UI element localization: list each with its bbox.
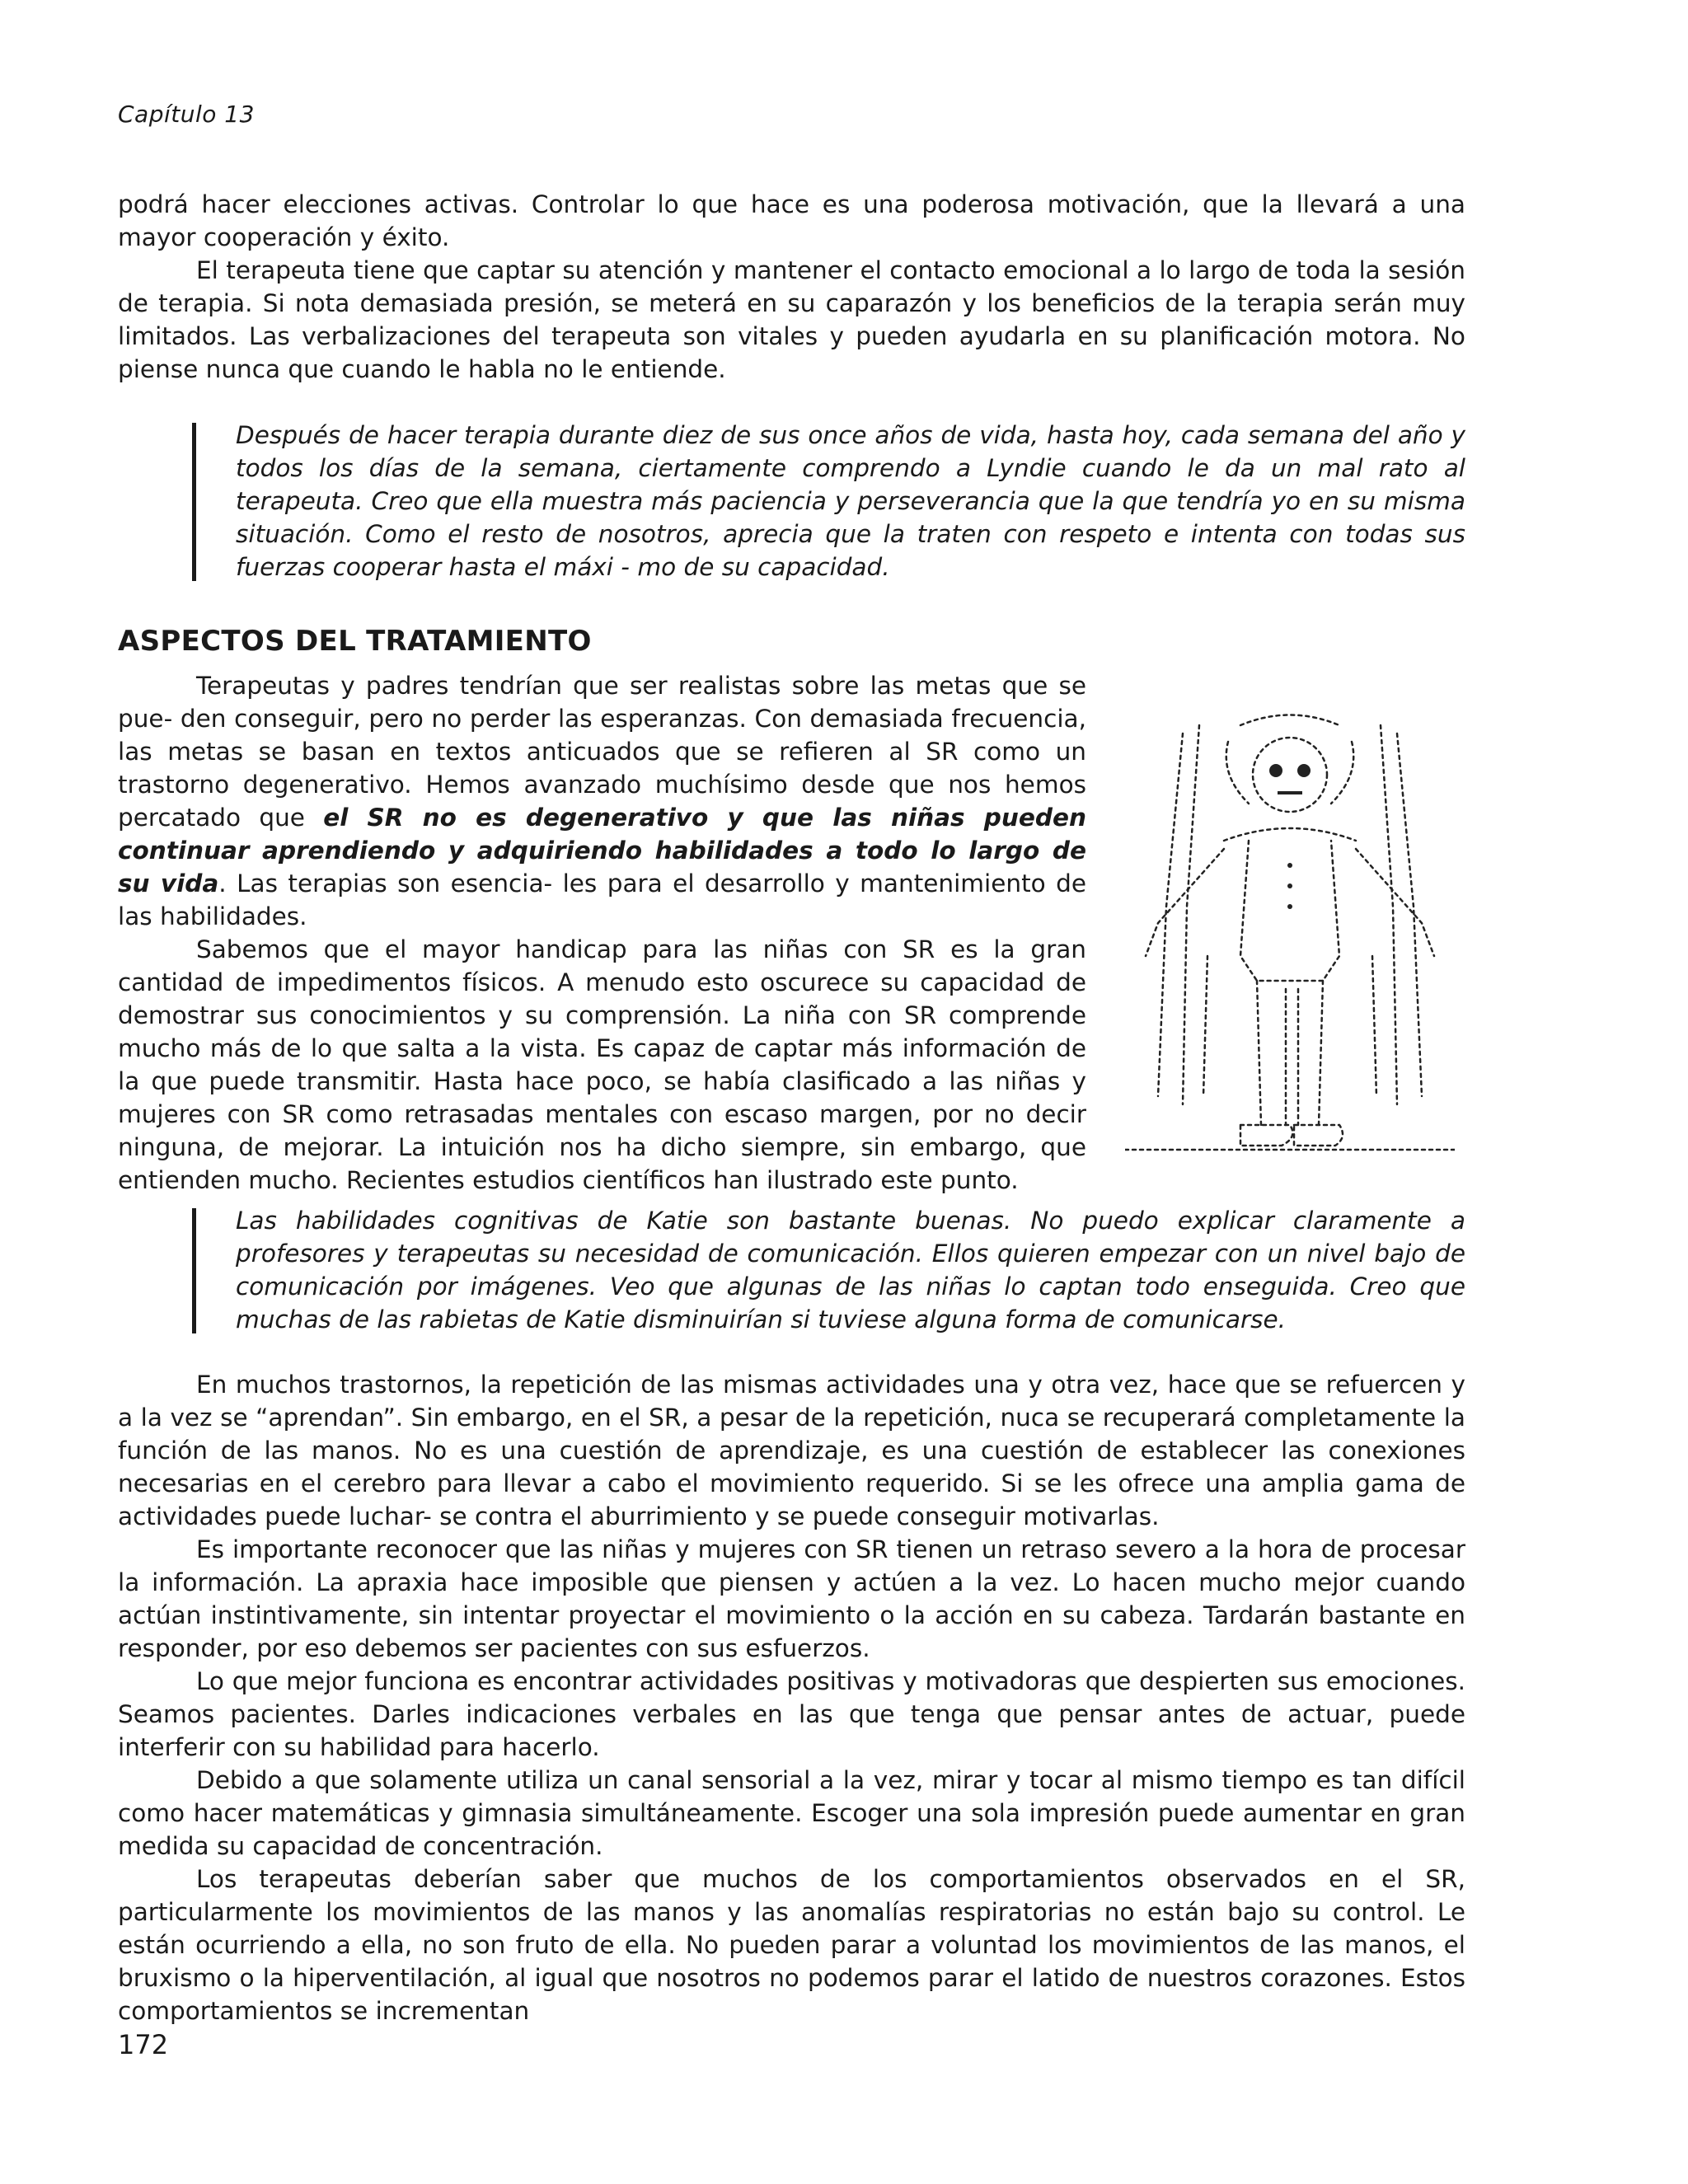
intro-paragraph-1: podrá hacer elecciones activas. Controlar lo que hace es una poderosa motivación, que la llevará a una mayor cooperación y éxito. <box>118 190 1465 251</box>
testimonial-quote-1: Después de hacer terapia durante diez de sus once años de vida, hasta hoy, cada semana del año y todos los días de la semana, ciertamente comprendo a Lyndie cuando le da un mal rato al terapeuta. Creo que ella muestra más paciencia y perseverancia que la que tendría yo en su misma situación. Como el resto de nosotros, aprecia que la traten con respeto e intenta con todas sus fuerzas cooperar hasta el máxi - mo de su capacidad. <box>236 421 1465 581</box>
body-paragraph-2: Es importante reconocer que las niñas y mujeres con SR tienen un retraso severo a la hora de procesar la información. La apraxia hace imposible que piensen y actúen a la vez. Lo hacen mucho mejor cuando actúan instintivamente, sin intentar proyectar el movimiento o la acción en su cabeza. Tardarán bastante en responder, por eso debemos ser pacientes con sus esfuerzos. <box>118 1535 1465 1662</box>
section-paragraph-1-start: Terapeutas y padres tendrían que ser realistas sobre las metas que se pue- den conseguir, pero no perder las esperanzas. Con demasiada frecuencia, las metas se basan en textos anticuados que se refieren al SR como un trastorno degenerativo. Hemos avanzado muchísimo desde que nos hemos percatado que <box>118 672 1086 832</box>
body-paragraph-3: Lo que mejor funciona es encontrar actividades positivas y motivadoras que despierten sus emociones. Seamos pacientes. Darles indicaciones verbales en las que tenga que pensar antes de actuar, puede interferir con su habilidad para hacerlo. <box>118 1667 1465 1761</box>
testimonial-quote-2: Las habilidades cognitivas de Katie son bastante buenas. No puedo explicar claramente a profesores y terapeutas su necesidad de comunicación. Ellos quieren empezar con un nivel bajo de comunicación por imágenes. Veo que algunas de las niñas lo captan todo enseguida. Creo que muchas de las rabietas de Katie disminuirían si tuviese alguna forma de comunicarse. <box>236 1207 1465 1333</box>
intro-text <box>118 188 1465 386</box>
body-text <box>118 1368 1465 2027</box>
intro-paragraph-2: El terapeuta tiene que captar su atención y mantener el contacto emocional a lo largo de toda la sesión de terapia. Si nota demasiada presión, se meterá en su caparazón y los beneficios de la terapia serán muy limitados. Las verbalizaciones del terapeuta son vitales y pueden ayudarla en su planificación motora. No piense nunca que cuando le habla no le entiende. <box>118 256 1465 383</box>
body-paragraph-4: Debido a que solamente utiliza un canal sensorial a la vez, mirar y tocar al mismo tiempo es tan difícil como hacer matemáticas y gimnasia simultáneamente. Escoger una sola impresión puede aumentar en gran medida su capacidad de concentración. <box>118 1766 1465 1860</box>
section-paragraph-1-end: . Las terapias son esencia- les para el desarrollo y mantenimiento de las habilidades. <box>118 869 1086 930</box>
section-heading: ASPECTOS DEL TRATAMIENTO <box>118 625 592 658</box>
body-paragraph-1: En muchos trastornos, la repetición de las mismas actividades una y otra vez, hace que se refuercen y a la vez se “aprendan”. Sin embargo, en el SR, a pesar de la repetición, nuca se recuperará completamente la función de las manos. No es una cuestión de aprendizaje, es una cuestión de establecer las conexiones necesarias en el cerebro para llevar a cabo el movimiento requerido. Si se les ofrece una amplia gama de actividades puede luchar- se contra el aburrimiento y se puede conseguir motivarlas. <box>118 1371 1465 1530</box>
child-drawing-illustration <box>1125 709 1455 1162</box>
section-text <box>118 669 1086 1197</box>
section-paragraph-1 <box>118 669 1086 933</box>
quote-bar-1 <box>192 423 196 581</box>
body-paragraph-5: Los terapeutas deberían saber que muchos de los comportamientos observados en el SR, particularmente los movimientos de las manos y las anomalías respiratorias no están bajo su control. Le están ocurriendo a ella, no son fruto de ella. No pueden parar a voluntad los movimientos de las manos, el bruxismo o la hiperventilación, al igual que nosotros no podemos parar el latido de nuestros corazones. Estos comportamientos se incrementan <box>118 1865 1465 2025</box>
running-head: Capítulo 13 <box>118 101 255 128</box>
section-paragraph-2: Sabemos que el mayor handicap para las niñas con SR es la gran cantidad de impedimentos físicos. A menudo esto oscurece su capacidad de demostrar sus conocimientos y su comprensión. La niña con SR comprende mucho más de lo que salta a la vista. Es capaz de captar más información de la que puede transmitir. Hasta hace poco, se había clasificado a las niñas y mujeres con SR como retrasadas mentales con escaso margen, por no decir ninguna, de mejorar. La intuición nos ha dicho siempre, sin embargo, que entienden mucho. Recientes estudios científicos han ilustrado este punto. <box>118 935 1086 1194</box>
page-number: 172 <box>118 2029 169 2060</box>
quote-bar-2 <box>192 1208 196 1333</box>
emphasis-text: el SR no es degenerativo y que las niñas pueden continuar aprendiendo y adquiriendo habilidades a todo lo largo de su vida <box>118 804 1086 898</box>
